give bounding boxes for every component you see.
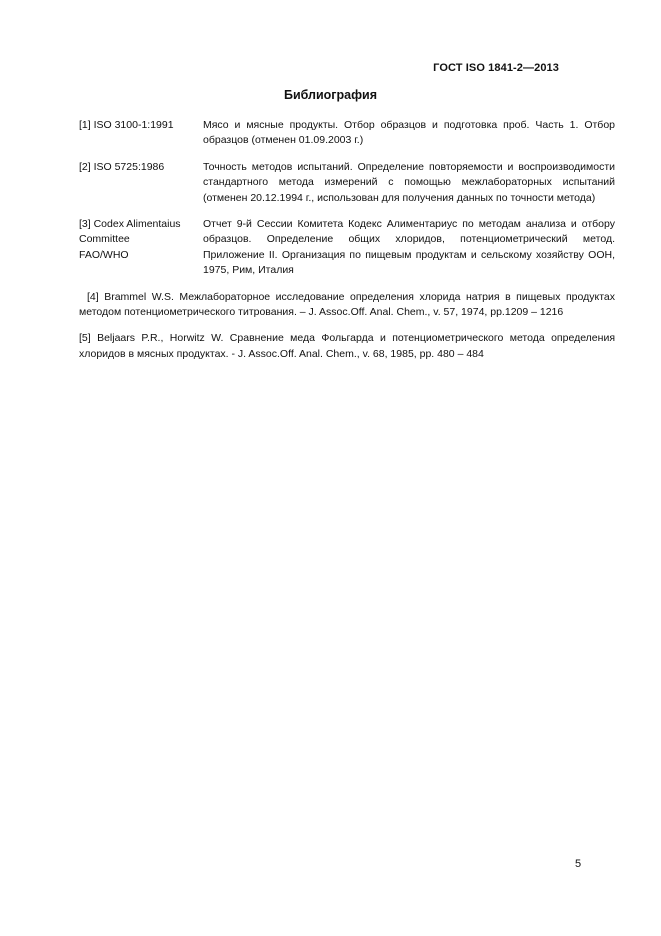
document-header <box>433 62 559 74</box>
bibliography-list <box>79 118 615 373</box>
page-title: Библиография <box>283 88 378 102</box>
standard-designation: ГОСТ ISO 1841-2—2013 <box>433 62 559 74</box>
entry-label: [1] ISO 3100-1:1991 <box>79 119 174 131</box>
entry-label: [3] Codex Alimentaius Committee FAO/WHO <box>79 218 181 261</box>
entry-text: Мясо и мясные продукты. Отбор образцов и подготовка проб. Часть 1. Отбор образцов (отменен 01.09.2003 г.) <box>203 119 615 147</box>
entry-label: [2] ISO 5725:1986 <box>79 160 165 173</box>
entry-text: Отчет 9-й Сессии Комитета Кодекс Алиментариус по методам анализа и отбору образцов. Определение общих хлоридов, потенциометрический метод. Приложение II. Организация по пищевым продуктам и сельскому хозяйству ООН, 1975, Рим, Италия <box>203 218 615 277</box>
bibliography-entry-5: [5] Beljaars P.R., Horwitz W. Сравнение меда Фольгарда и потенциометрического метода определения хлоридов в мясных продуктах. - J. Assoc.Off. Anal. Chem., v. 68, 1985, pp. 480 – 484 <box>79 332 615 360</box>
bibliography-entry-3 <box>79 217 615 279</box>
bibliography-entry-2 <box>79 160 615 206</box>
entry-text: Точность методов испытаний. Определение повторяемости и воспроизводимости стандартного метода измерений с помощью межлабораторных испытаний (отменен 20.12.1994 г., использован для получения данных по точности метода) <box>203 160 615 204</box>
page-number: 5 <box>575 858 582 870</box>
bibliography-entry-1 <box>79 118 615 149</box>
bibliography-entry-4: [4] Brammel W.S. Межлабораторное исследование определения хлорида натрия в пищевых продуктах методом потенциометрического титрования. – J. Assoc.Off. Anal. Chem., v. 57, 1974, pp.1209 – 1216 <box>79 290 615 319</box>
